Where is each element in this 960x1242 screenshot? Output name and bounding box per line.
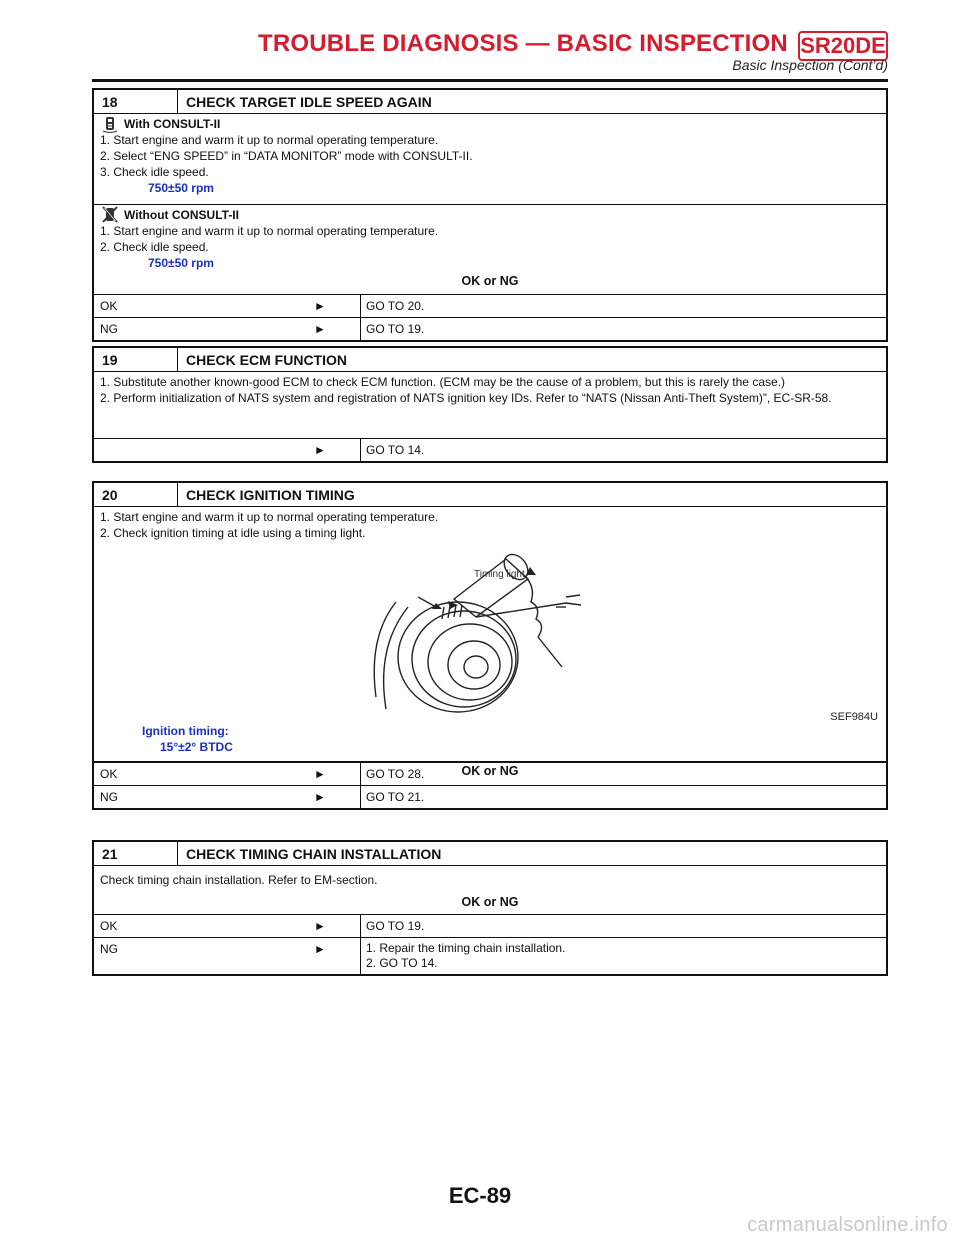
- result-condition: NG: [100, 942, 118, 956]
- action-line: 1. Repair the timing chain installation.: [366, 941, 566, 955]
- arrow-icon: ►: [314, 942, 326, 956]
- consult-tool-icon: [100, 115, 120, 133]
- with-consult-label: With CONSULT-II: [124, 117, 221, 131]
- ecm-check-steps: [94, 372, 886, 439]
- result-condition: OK: [100, 299, 118, 313]
- section-title: CHECK ECM FUNCTION: [186, 351, 347, 368]
- ignition-timing-spec-value: 15°±2° BTDC: [160, 740, 233, 754]
- arrow-icon: ►: [314, 299, 326, 313]
- result-condition: NG: [100, 790, 118, 804]
- step-line: 2. Check idle speed.: [100, 240, 209, 254]
- result-condition: OK: [100, 919, 118, 933]
- watermark-text: carmanualsonline.info: [747, 1214, 948, 1236]
- arrow-icon: ►: [314, 322, 326, 336]
- with-consult-block: [94, 114, 886, 205]
- section-number: 21: [94, 842, 178, 865]
- without-consult-heading: [100, 207, 880, 223]
- section-21: [92, 840, 888, 976]
- step-line: 2. Check ignition timing at idle using a timing light.: [100, 526, 366, 540]
- section-18: [92, 88, 888, 342]
- page-subtitle: Basic Inspection (Cont’d): [732, 57, 888, 73]
- timing-chain-check-text: [94, 866, 886, 915]
- step-line: 2. Select “ENG SPEED” in “DATA MONITOR” mode with CONSULT-II.: [100, 149, 473, 163]
- step-line: 1. Start engine and warm it up to normal operating temperature.: [100, 224, 439, 238]
- result-action: GO TO 28.: [360, 763, 886, 785]
- idle-speed-spec: 750±50 rpm: [148, 256, 214, 270]
- section-19-header: [94, 348, 886, 372]
- result-row-ng: [94, 938, 886, 974]
- section-21-header: [94, 842, 886, 866]
- arrow-icon: ►: [314, 919, 326, 933]
- step-line: Check timing chain installation. Refer to EM-section.: [100, 873, 378, 887]
- idle-speed-spec: 750±50 rpm: [148, 181, 214, 195]
- result-condition: OK: [100, 767, 118, 781]
- section-18-header: [94, 90, 886, 114]
- ok-or-ng-label: OK or NG: [461, 895, 519, 909]
- step-line: 2. Perform initialization of NATS system and registration of NATS ignition key IDs. Refer to “NATS (Nissan Anti-Theft System)”, EC-SR-58.: [100, 391, 832, 405]
- section-20: [92, 481, 888, 810]
- step-line: 1. Substitute another known-good ECM to check ECM function. (ECM may be the cause of a problem, but this is rarely the case.): [100, 375, 785, 389]
- arrow-icon: ►: [314, 767, 326, 781]
- result-action: GO TO 19.: [360, 915, 886, 937]
- result-action: GO TO 19.: [360, 318, 886, 340]
- step-line: 1. Start engine and warm it up to normal operating temperature.: [100, 133, 439, 147]
- arrow-icon: ►: [314, 790, 326, 804]
- result-row-ng: [94, 318, 886, 340]
- with-consult-heading: [100, 116, 880, 132]
- result-row: [94, 439, 886, 461]
- page-header-title: TROUBLE DIAGNOSIS — BASIC INSPECTION: [258, 30, 788, 57]
- timing-light-label: Timing light: [474, 569, 525, 580]
- result-action: GO TO 21.: [360, 786, 886, 808]
- ignition-timing-spec-label: Ignition timing:: [142, 724, 229, 738]
- section-number: 18: [94, 90, 178, 113]
- result-action: GO TO 14.: [360, 439, 886, 461]
- figure-code: SEF984U: [830, 711, 878, 723]
- result-condition: NG: [100, 322, 118, 336]
- section-19: [92, 346, 888, 463]
- section-number: 20: [94, 483, 178, 506]
- result-row-ng: [94, 786, 886, 808]
- section-title: CHECK TIMING CHAIN INSTALLATION: [186, 845, 442, 862]
- section-title: CHECK TARGET IDLE SPEED AGAIN: [186, 93, 432, 110]
- arrow-icon: ►: [314, 443, 326, 457]
- result-condition: [94, 439, 280, 461]
- step-line: 1. Start engine and warm it up to normal operating temperature.: [100, 510, 439, 524]
- section-20-header: [94, 483, 886, 507]
- engine-model-badge: SR20DE: [798, 31, 888, 61]
- page-code: EC-89: [448, 1183, 512, 1208]
- ok-or-ng-label: OK or NG: [461, 764, 519, 778]
- result-action: GO TO 20.: [360, 295, 886, 317]
- section-title: CHECK IGNITION TIMING: [186, 486, 355, 503]
- section-number: 19: [94, 348, 178, 371]
- result-action-multiline: [360, 938, 886, 974]
- result-row-ok: [94, 295, 886, 318]
- header-rule: [92, 79, 888, 82]
- without-consult-label: Without CONSULT-II: [124, 208, 239, 222]
- no-consult-tool-icon: [100, 206, 120, 224]
- action-line: 2. GO TO 14.: [366, 956, 438, 970]
- result-row-ok: [94, 915, 886, 938]
- step-line: 3. Check idle speed.: [100, 165, 209, 179]
- ok-or-ng-label: OK or NG: [461, 274, 519, 288]
- without-consult-block: [94, 205, 886, 295]
